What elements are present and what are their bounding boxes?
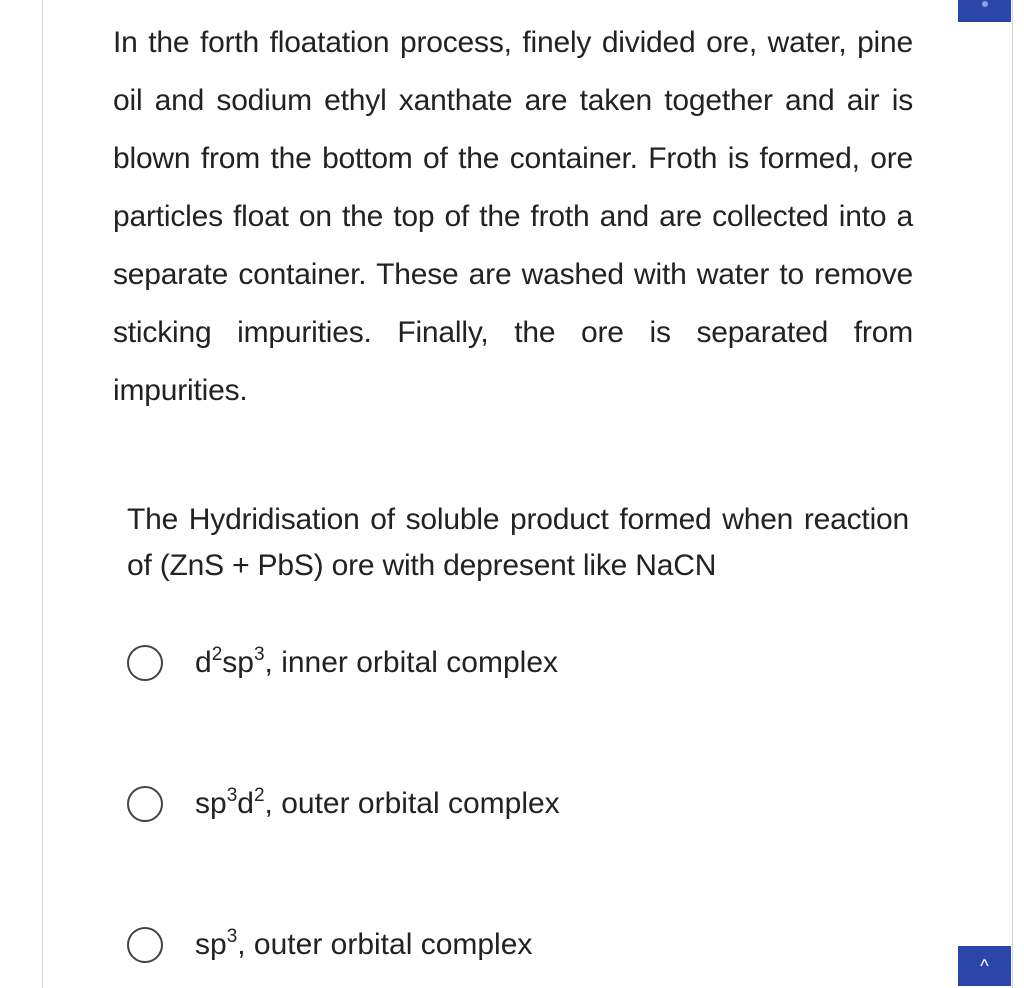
- scroll-up-button[interactable]: [958, 946, 1011, 986]
- question-text: The Hydridisation of soluble product formed when reaction of (ZnS + PbS) ore with depresent like NaCN: [127, 503, 909, 582]
- option-label: $sp^3d^2$, outer orbital complex: [195, 785, 560, 820]
- chevron-up-icon: ^: [980, 955, 989, 976]
- chevron-down-icon: [982, 1, 988, 7]
- radio-button[interactable]: [127, 786, 163, 822]
- scroll-down-button[interactable]: [958, 0, 1011, 22]
- radio-button[interactable]: [127, 645, 163, 681]
- option-3[interactable]: [127, 927, 532, 963]
- option-label: $sp^3$, outer orbital complex: [195, 926, 533, 961]
- option-1[interactable]: [127, 645, 558, 681]
- option-label: $d^2sp^3$, inner orbital complex: [195, 644, 558, 679]
- radio-button[interactable]: [127, 927, 163, 963]
- passage-text: In the forth floatation process, finely divided ore, water, pine oil and sodium ethyl xanthate are taken together and air is blown from the bottom of the container. Froth is formed, ore particles float on the top of the froth and are collected into a separate container. These are washed with water to remove sticking impurities. Finally, the ore is separated from impurities.: [113, 26, 913, 407]
- option-2[interactable]: [127, 786, 560, 822]
